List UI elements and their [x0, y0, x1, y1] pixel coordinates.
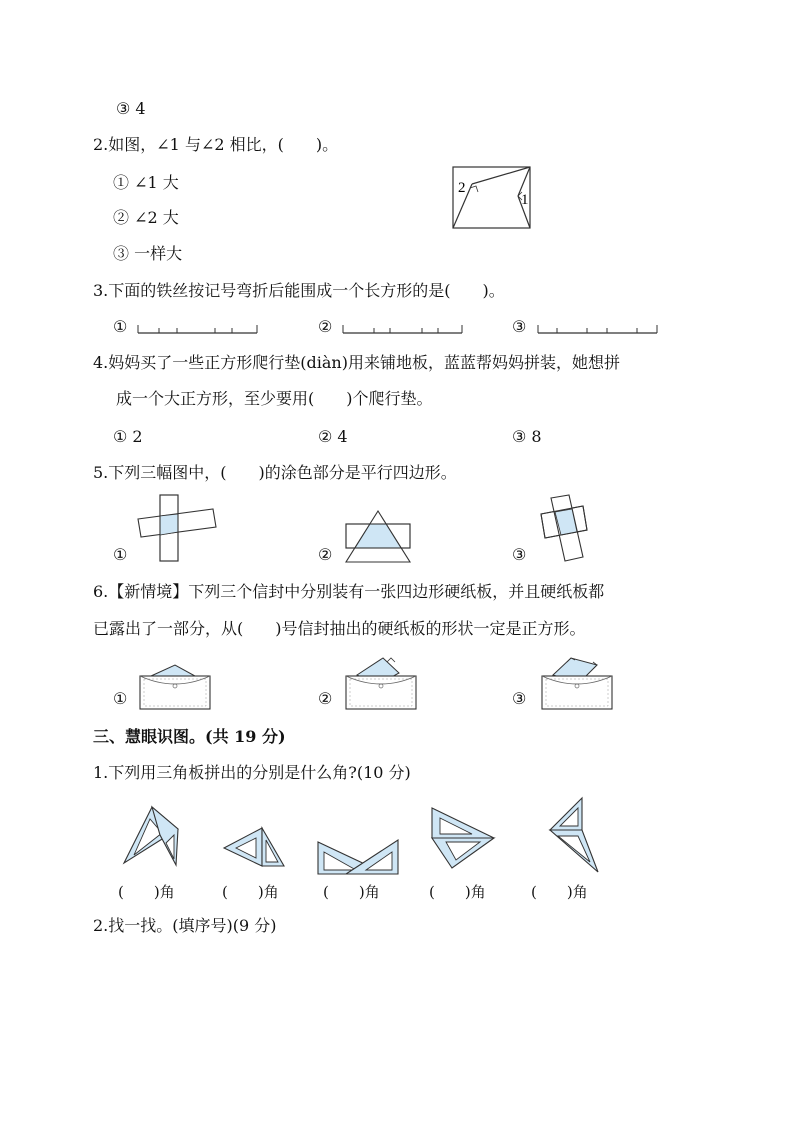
- q2-envelope-figure: [452, 166, 532, 230]
- angle-answer-5[interactable]: ( )角: [531, 883, 588, 901]
- q5-option-2-label: ②: [318, 545, 333, 564]
- set-square-figure-4: [428, 806, 496, 870]
- q5-figure-2: [343, 510, 413, 564]
- q3-option-3-label: ③: [512, 317, 527, 336]
- angle-1-label: 1: [521, 192, 529, 208]
- q5-stem: 5.下列三幅图中，( )的涂色部分是平行四边形。: [93, 463, 457, 482]
- set-square-figure-1: [122, 805, 180, 867]
- section-3-q2-stem: 2.找一找。(填序号)(9 分): [93, 916, 277, 935]
- q2-option-2: ② ∠2 大: [113, 208, 179, 227]
- q3-wire-3: [537, 322, 659, 336]
- q2-option-3: ③ 一样大: [113, 244, 183, 263]
- q5-figure-3: [537, 494, 593, 564]
- section-3-q1-stem: 1.下列用三角板拼出的分别是什么角?(10 分): [93, 763, 411, 782]
- angle-answer-1[interactable]: ( )角: [118, 883, 175, 901]
- q6-stem-line1: 6.【新情境】下列三个信封中分别装有一张四边形硬纸板，并且硬纸板都: [93, 582, 605, 601]
- set-square-figure-3: [316, 838, 400, 876]
- q3-option-2-label: ②: [318, 317, 333, 336]
- q6-envelope-3: [539, 655, 615, 711]
- q6-option-3-label: ③: [512, 689, 527, 708]
- q6-option-1-label: ①: [113, 689, 128, 708]
- q6-envelope-2: [343, 655, 419, 711]
- q2-stem: 2.如图，∠1 与∠2 相比，( )。: [93, 135, 339, 154]
- q2-option-1: ① ∠1 大: [113, 173, 179, 192]
- q6-envelope-1: [137, 662, 213, 712]
- q4-option-3: ③ 8: [512, 427, 542, 446]
- section-3-title: 三、慧眼识图。(共 19 分): [93, 727, 286, 746]
- angle-answer-2[interactable]: ( )角: [222, 883, 279, 901]
- q3-stem: 3.下面的铁丝按记号弯折后能围成一个长方形的是( )。: [93, 281, 505, 300]
- q5-option-3-label: ③: [512, 545, 527, 564]
- q4-option-2: ② 4: [318, 427, 348, 446]
- q4-option-1: ① 2: [113, 427, 143, 446]
- q5-option-1-label: ①: [113, 545, 128, 564]
- q4-stem-line1: 4.妈妈买了一些正方形爬行垫(diàn)用来铺地板，蓝蓝帮妈妈拼装，她想拼: [93, 353, 620, 372]
- set-square-figure-2: [222, 826, 286, 868]
- angle-2-label: 2: [458, 180, 466, 196]
- q5-figure-1: [137, 494, 217, 564]
- q4-stem-line2: 成一个大正方形，至少要用( )个爬行垫。: [116, 389, 433, 408]
- set-square-figure-5: [538, 796, 602, 874]
- q6-stem-line2: 已露出了一部分，从( )号信封抽出的硬纸板的形状一定是正方形。: [93, 619, 586, 638]
- q3-wire-2: [342, 322, 464, 336]
- q3-option-1-label: ①: [113, 317, 128, 336]
- angle-answer-3[interactable]: ( )角: [323, 883, 380, 901]
- angle-answer-4[interactable]: ( )角: [429, 883, 486, 901]
- q1-option-3: ③ 4: [116, 99, 146, 118]
- q3-wire-1: [137, 322, 259, 336]
- q6-option-2-label: ②: [318, 689, 333, 708]
